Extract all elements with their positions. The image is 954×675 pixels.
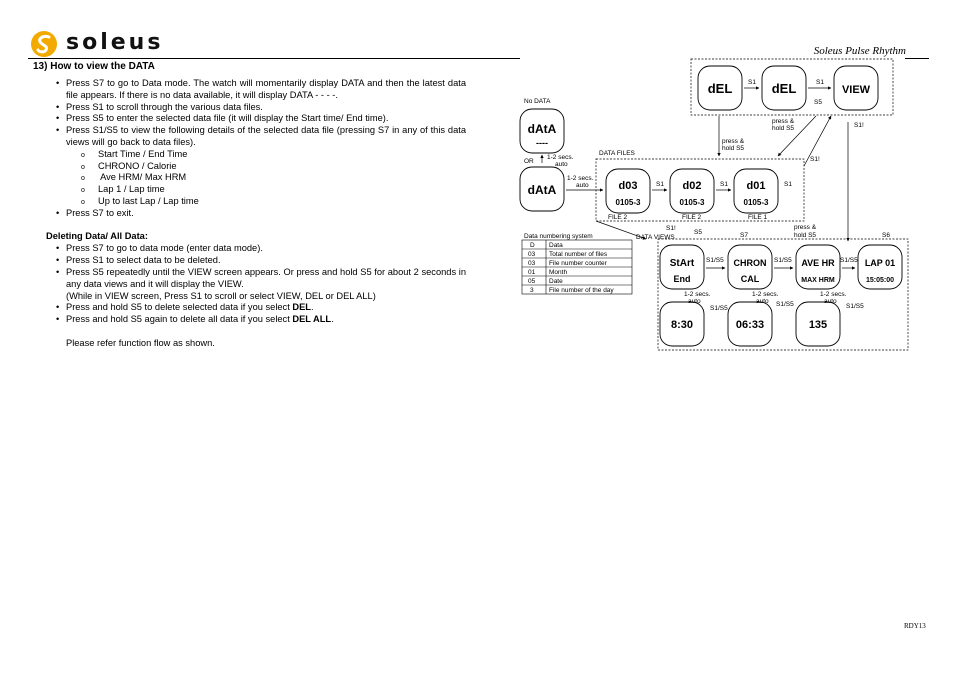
hold-label: hold S5 [772,125,795,132]
auto-label: auto [688,298,701,305]
key-label: S1! [854,122,864,129]
data-files-label: DATA FILES [599,150,635,157]
view-bullets [56,78,466,149]
lcd-text: d01 [746,180,766,192]
table-cell: 3 [530,287,534,294]
table-cell: 03 [528,260,536,267]
key-label: S1/S5 [840,257,858,264]
auto-time-label: 1-2 secs. [547,154,574,161]
lcd-text: dAtA [527,183,557,197]
lcd-text: LAP 01 [864,258,896,268]
key-label: S1 [816,79,824,86]
list-item-note: (While in VIEW screen, Press S1 to scroll or select VIEW, DEL or DEL ALL) [66,290,376,301]
lcd-text: End [673,274,691,284]
data-views-label: DATA VIEWS [636,234,675,241]
key-label: S1/S5 [710,305,728,312]
lcd-text: CAL [740,274,760,284]
list-item: • Press S7 to go to Data mode. The watch will momentarily display DATA and then the latest data file appears. If there is no data available, it will display DATA - - - -. [56,78,466,102]
lcd-text: dAtA [527,122,557,136]
delall-bold: DEL ALL [292,314,332,325]
list-item: o Start Time / End Time [81,149,466,161]
numbering-title: Data numbering system [524,233,593,240]
product-title: Soleus Pulse Rhythm [813,45,906,57]
table-cell: Data [549,242,563,249]
auto-time-label: 1-2 secs. [820,291,847,298]
auto-label: auto [555,161,568,168]
auto-label: auto [576,182,589,189]
list-item: • Press S7 to go to data mode (enter data mode). [56,243,466,255]
list-item: o Up to last Lap / Lap time [81,196,466,208]
function-flow-diagram [516,56,916,356]
delete-bullets [56,243,466,326]
or-label: OR [524,158,534,165]
auto-label: auto [824,298,837,305]
brand-name: soleus [66,30,164,55]
delall-text: Press and hold S5 again to delete all data if you select [66,314,293,325]
table-cell: 05 [528,278,536,285]
delete-heading: Deleting Data/ All Data: [46,230,148,241]
detail-list [81,149,466,208]
hold-label: hold S5 [722,145,745,152]
list-item: • Press S1/S5 to view the following details of the selected data file (pressing S7 in any of this data views will go back to data files). [56,125,466,149]
lcd-text: ---- [536,138,548,148]
file-label: FILE 2 [682,214,702,221]
soleus-logo [30,30,200,60]
list-item: • Press S7 to exit. [56,208,466,220]
note: Please refer function flow as shown. [66,337,215,348]
instructions [46,78,466,350]
file-label: FILE 1 [748,214,768,221]
lcd-text: dEL [771,81,797,96]
key-label: S1 [784,181,792,188]
lcd-text: 0105-3 [743,198,769,207]
table-cell: D [530,242,535,249]
auto-time-label: 1-2 secs. [684,291,711,298]
key-label: S5 [694,229,702,236]
list-item [56,302,466,314]
delall-suffix: . [331,314,334,325]
lcd-text: AVE HR [801,258,835,268]
table-cell: Month [549,269,568,276]
auto-time-label: 1-2 secs. [567,175,594,182]
list-item: • Press S1 to select data to be deleted. [56,255,466,267]
press-label: press & [772,118,795,125]
list-item [56,267,466,302]
table-cell: 01 [528,269,536,276]
lcd-text: dEL [707,81,733,96]
list-item: o CHRONO / Calorie [81,161,466,173]
key-label: S1! [666,225,676,232]
lcd-text: 15:05:00 [865,277,895,284]
key-label: S6 [882,232,890,239]
lcd-text: 135 [808,319,828,331]
list-item: • Press S1 to scroll through the various data files. [56,102,466,114]
press-label: press & [722,138,745,145]
key-label: S1/S5 [776,301,794,308]
key-label: S1/S5 [774,257,792,264]
section-title: 13) How to view the DATA [33,61,155,72]
key-label: S1! [810,156,820,163]
del-bold: DEL [292,302,311,313]
lcd-text: 0105-3 [679,198,705,207]
key-label: S1/S5 [846,303,864,310]
key-label: S1 [720,181,728,188]
key-label: S7 [740,232,748,239]
key-label: S1 [748,79,756,86]
footer-code: RDY13 [904,622,926,630]
lcd-text: 06:33 [735,319,765,331]
lcd-text: 8:30 [670,319,694,331]
del-suffix: . [310,302,314,313]
lcd-text: d03 [618,180,638,192]
key-label: S1/S5 [706,257,724,264]
hold-label: hold S5 [794,232,817,239]
table-cell: Total number of files [549,251,608,258]
lcd-text: 0105-3 [615,198,641,207]
lcd-text: VIEW [841,84,871,96]
exit-bullet [56,208,466,220]
list-item-text: Press S5 repeatedly until the VIEW screen appears. Or press and hold S5 for about 2 seconds in any data views and it will display the VIEW. [66,266,466,289]
soleus-swirl-logo-icon [30,30,58,58]
key-label: S5 [814,99,822,106]
list-item: • Press S5 to enter the selected data file (it will display the Start time/ End time). [56,113,466,125]
table-cell: File number counter [549,260,607,267]
table-cell: 03 [528,251,536,258]
lcd-text: d02 [682,180,702,192]
table-cell: File number of the day [549,287,614,294]
lcd-text: MAX HRM [801,277,835,284]
numbering-table [522,240,632,294]
press-label: press & [794,224,817,231]
no-data-label: No DATA [524,98,551,105]
list-item [56,314,466,326]
list-item: o Lap 1 / Lap time [81,184,466,196]
header-rule-left [28,58,520,59]
list-item: o Ave HRM/ Max HRM [81,172,466,184]
file-label: FILE 2 [608,214,628,221]
lcd-text: CHRON [733,258,767,268]
auto-label: auto [756,298,769,305]
del-text: Press and hold S5 to delete selected data if you select [66,302,293,313]
table-cell: Date [549,278,563,285]
lcd-text: StArt [669,258,695,269]
key-label: S1 [656,181,664,188]
auto-time-label: 1-2 secs. [752,291,779,298]
